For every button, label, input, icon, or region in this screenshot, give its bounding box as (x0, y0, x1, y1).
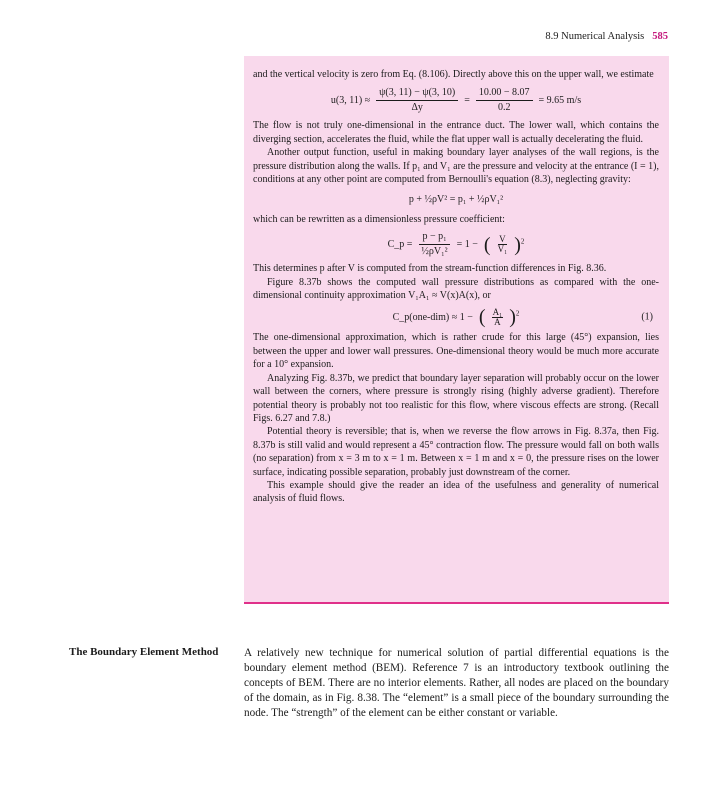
eq4-exponent: 2 (515, 309, 520, 318)
eq3-fraction (418, 231, 450, 258)
eq4-ratio-denominator: A (494, 316, 501, 327)
paragraph-pressure-distribution: Another output function, useful in making boundary layer analyses of the wall regions, is the pressure distribution along the walls. If p₁ and V₁ are the pressure and velocity at the entrance (I = 1), conditions at any other point are computed from Bernoulli's equation (8.3), neglecting gravity: (253, 147, 659, 186)
running-head (545, 31, 668, 42)
eq1-result: = 9.65 m/s (538, 95, 582, 107)
equation-pressure-coefficient (253, 231, 659, 258)
example-box (244, 56, 669, 604)
left-paren: ( (478, 306, 486, 329)
equation-one-dim (253, 307, 659, 327)
eq3-exponent: 2 (520, 237, 525, 246)
section-heading: The Boundary Element Method (69, 646, 219, 658)
eq1-fraction-2 (476, 87, 533, 114)
paragraph-conclusion: This example should give the reader an idea of the usefulness and generality of numerical analysis of fluid flows. (253, 479, 659, 505)
eq1-lhs: u(3, 11) ≈ (330, 95, 371, 107)
page-number: 585 (652, 31, 668, 42)
eq4-lhs: C_p(one-dim) ≈ 1 − (392, 311, 473, 323)
eq4-area-ratio (492, 308, 504, 327)
eq3-lhs: C_p = (387, 239, 413, 251)
equation-velocity-estimate (253, 87, 659, 114)
eq4-ratio-numerator: A₁ (492, 306, 503, 317)
section-body-text: A relatively new technique for numerical solution of partial differential equations is the boundary element method (BEM). Reference 7 is an introductory textbook outlining the concepts of BEM. There are no interior elements. Rather, all nodes are placed on the boundary of the domain, as in Fig. 8.38. The “element” is a small piece of the boundary surrounding the node. The “strength” of the element can be either constant or variable. (244, 647, 669, 719)
paragraph-intro: and the vertical velocity is zero from Eq. (8.106). Directly above this on the upper wall, we estimate (253, 69, 654, 80)
eq3-denominator: ½ρV₁² (421, 246, 448, 258)
paragraph-separation: Analyzing Fig. 8.37b, we predict that boundary layer separation will probably occur on the lower wall between the corners, where pressure is strongly rising (highly adverse gradient). Therefore potential theory is probably not too realistic for this flow, where viscous effects are strong. (Recall Figs. 6.27 and 7.8.) (253, 372, 659, 424)
right-paren: )$^2$ (514, 233, 525, 256)
eq3-ratio-numerator: V (499, 234, 506, 245)
paragraph-figure-837b: Figure 8.37b shows the computed wall pressure distributions as compared with the one-dimensional continuity approximation V₁A₁ ≈ V(x)A(x), or (253, 276, 659, 302)
eq3-ratio-denominator: V₁ (497, 244, 508, 255)
paragraph-reversible: Potential theory is reversible; that is, when we reverse the flow arrows in Fig. 8.37a, then Fig. 8.37b is still valid and would represent a 45° contraction flow. The pressure would fall on both walls (no separation) from x = 3 m to x = 1 m. Between x = 1 m and x = 0, the pressure rises on the lower surface, indicating possible separation, probably just downstream of the corner. (253, 426, 659, 478)
paragraph-entrance-duct: The flow is not truly one-dimensional in the entrance duct. The lower wall, which contains the diverging section, accelerates the fluid, while the flat upper wall is actually decelerating the fluid. (253, 120, 659, 145)
eq1-frac2-denominator: 0.2 (497, 102, 511, 114)
eq1-equals: = (464, 95, 470, 107)
paragraph-one-dim-approx: The one-dimensional approximation, which is rather crude for this large (45°) expansion, lies between the upper and lower wall pressures. One-dimensional theory would be much more accurate for a 10° expansion. (253, 332, 659, 371)
running-head-section: 8.9 Numerical Analysis (545, 31, 645, 42)
eq3-velocity-ratio (497, 235, 509, 254)
eq1-frac2-numerator: 10.00 − 8.07 (476, 87, 533, 101)
eq1-frac1-denominator: Δy (411, 102, 423, 114)
left-paren: ( (483, 233, 491, 256)
equation-bernoulli: p + ½ρV² = p₁ + ½ρV₁² (408, 194, 504, 206)
eq3-numerator: p − p₁ (419, 231, 449, 245)
right-paren: )$^2$ (509, 306, 520, 329)
paragraph-determines-p: This determines p after V is computed from the stream-function differences in Fig. 8.36. (253, 263, 607, 275)
eq3-rhs: = 1 − (456, 239, 478, 251)
equation-number: (1) (641, 311, 653, 323)
paragraph-pressure-coefficient: which can be rewritten as a dimensionless pressure coefficient: (253, 213, 505, 225)
eq1-fraction-1 (376, 87, 458, 114)
eq1-frac1-numerator: ψ(3, 11) − ψ(3, 10) (376, 87, 458, 101)
